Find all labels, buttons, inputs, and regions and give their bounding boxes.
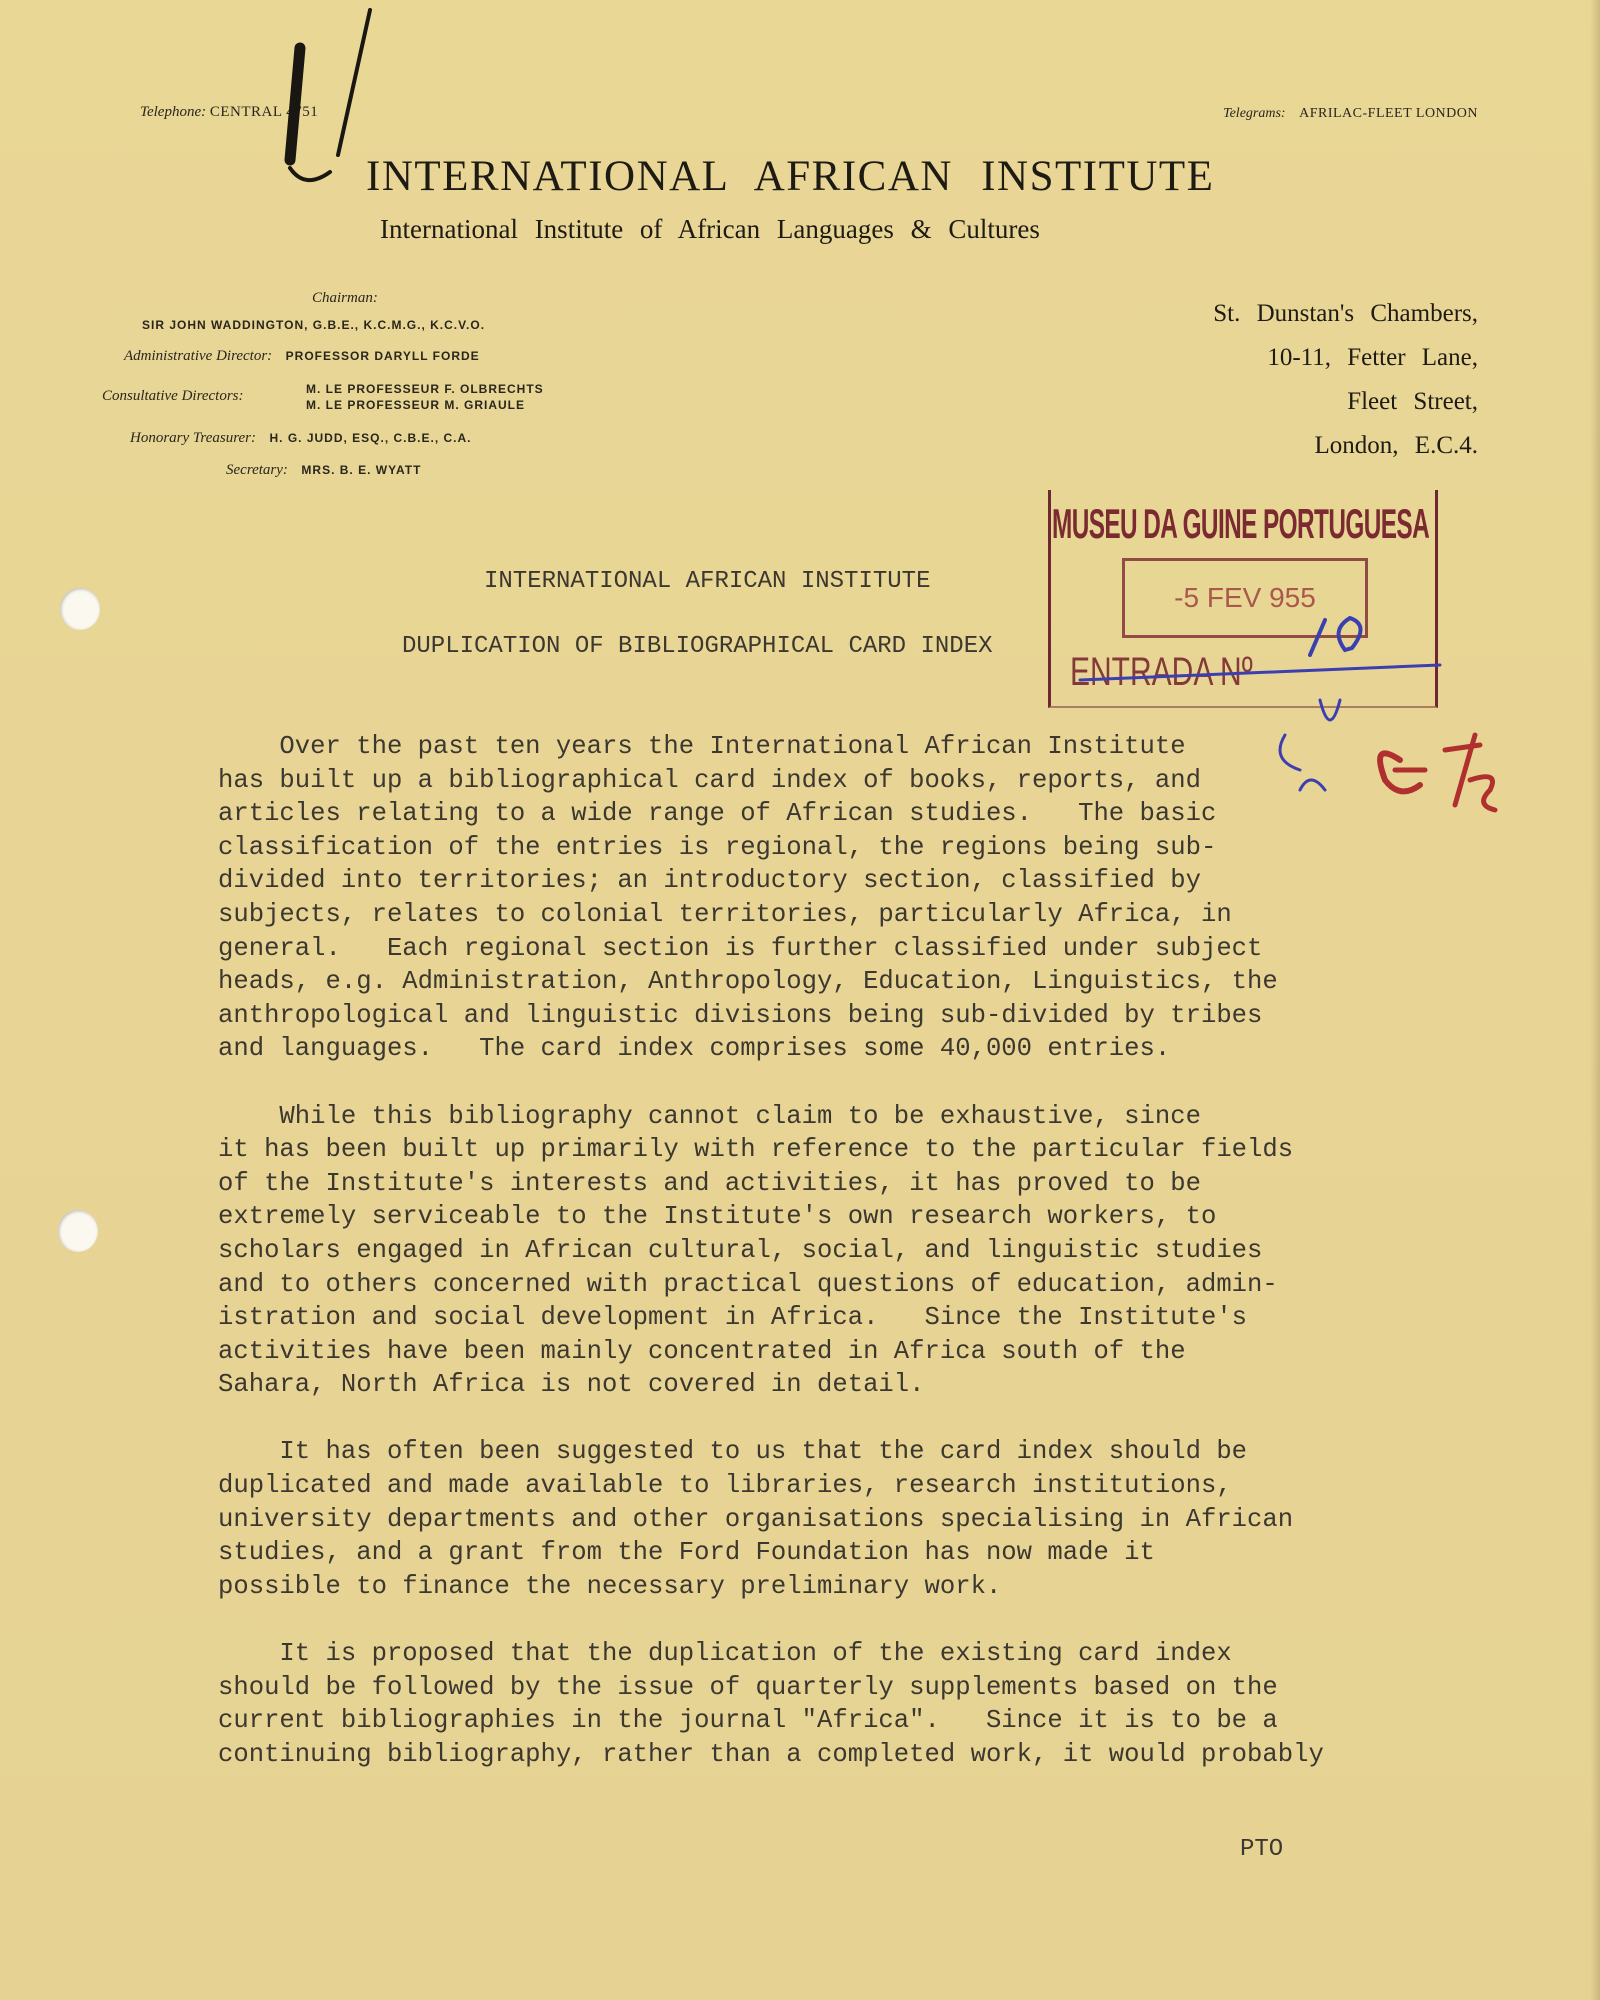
- chairman-name: SIR JOHN WADDINGTON, G.B.E., K.C.M.G., K.C.V.O.: [142, 318, 486, 332]
- museum-stamp-entrada: ENTRADA Nº: [1070, 650, 1253, 694]
- museum-stamp-date: -5 FEV 955: [1122, 558, 1368, 638]
- treasurer: Honorary Treasurer: H. G. JUDD, ESQ., C.B.E., C.A.: [130, 430, 472, 446]
- paragraph-1: Over the past ten years the International African Institute has built up a bibliographical card index of books, reports, and articles relating to a wide range of African studies. The basic classification of the entries is regional, the regions being sub- divided into territories; an introductory section, classified by subjects, relates to colonial territories, particularly Africa, in general. Each regional section is further classified under subject heads, e.g. Administration, Anthropology, Education, Linguistics, the anthropological and linguistic divisions being sub-divided by tribes and languages. The card index comprises some 40,000 entries.: [218, 732, 1278, 1064]
- page-turn-over: PTO: [1240, 1836, 1284, 1863]
- paragraph-4: It is proposed that the duplication of the existing card index should be followed by the issue of quarterly supplements based on the current bibliographies in the journal "Africa". Since it is to be a continuing bibliography, rather than a completed work, it would probably: [218, 1639, 1324, 1769]
- paragraph-3: It has often been suggested to us that the card index should be duplicated and made available to libraries, research institutions, university departments and other organisations specialising in African studies, and a grant from the Ford Foundation has now made it possible to finance the necessary preliminary work.: [218, 1437, 1294, 1601]
- telegrams: [1223, 106, 1478, 122]
- institute-subtitle: International Institute of African Languages & Cultures: [380, 214, 1040, 244]
- consultative-director-1: M. LE PROFESSEUR F. OLBRECHTS: [306, 382, 544, 396]
- address-block: [1213, 292, 1478, 468]
- museum-stamp-title: MUSEU DA GUINE PORTUGUESA: [1052, 500, 1430, 547]
- address-line-2: 10-11, Fetter Lane,: [1267, 344, 1478, 371]
- document-heading-1: INTERNATIONAL AFRICAN INSTITUTE: [484, 568, 931, 595]
- paragraph-2: While this bibliography cannot claim to be exhaustive, since it has been built up primarily with reference to the particular fields of the Institute's interests and activities, it has proved to be extremely serviceable to the Institute's own research workers, to scholars engaged in African cultural, social, and linguistic studies and to others concerned with practical questions of education, admin- istration and social development in Africa. Since the Institute's activities have been mainly concentrated in Africa south of the Sahara, North Africa is not covered in detail.: [218, 1101, 1294, 1400]
- telephone: [140, 104, 318, 121]
- address-line-1: St. Dunstan's Chambers,: [1213, 300, 1478, 327]
- consultative-directors-label: Consultative Directors:: [102, 388, 244, 404]
- address-line-3: Fleet Street,: [1347, 388, 1478, 415]
- document-body: [218, 730, 1418, 1805]
- punch-hole-top: [60, 588, 100, 630]
- secretary: Secretary: MRS. B. E. WYATT: [226, 462, 422, 478]
- institute-name: INTERNATIONAL AFRICAN INSTITUTE: [366, 153, 1215, 200]
- punch-hole-bottom: [58, 1210, 98, 1252]
- telephone-label: Telephone:: [140, 104, 207, 120]
- document-heading-2: DUPLICATION OF BIBLIOGRAPHICAL CARD INDEX: [402, 633, 993, 660]
- admin-director: Administrative Director: PROFESSOR DARYLL FORDE: [124, 348, 480, 364]
- telegrams-label: Telegrams:: [1223, 106, 1286, 121]
- pencil-slash-marks: [290, 10, 370, 180]
- address-line-4: London, E.C.4.: [1314, 432, 1478, 459]
- telephone-value: CENTRAL 4751: [209, 104, 319, 120]
- consultative-director-2: M. LE PROFESSEUR M. GRIAULE: [306, 398, 526, 412]
- telegrams-value: AFRILAC-FLEET LONDON: [1299, 106, 1478, 121]
- chairman-label: Chairman:: [312, 290, 378, 306]
